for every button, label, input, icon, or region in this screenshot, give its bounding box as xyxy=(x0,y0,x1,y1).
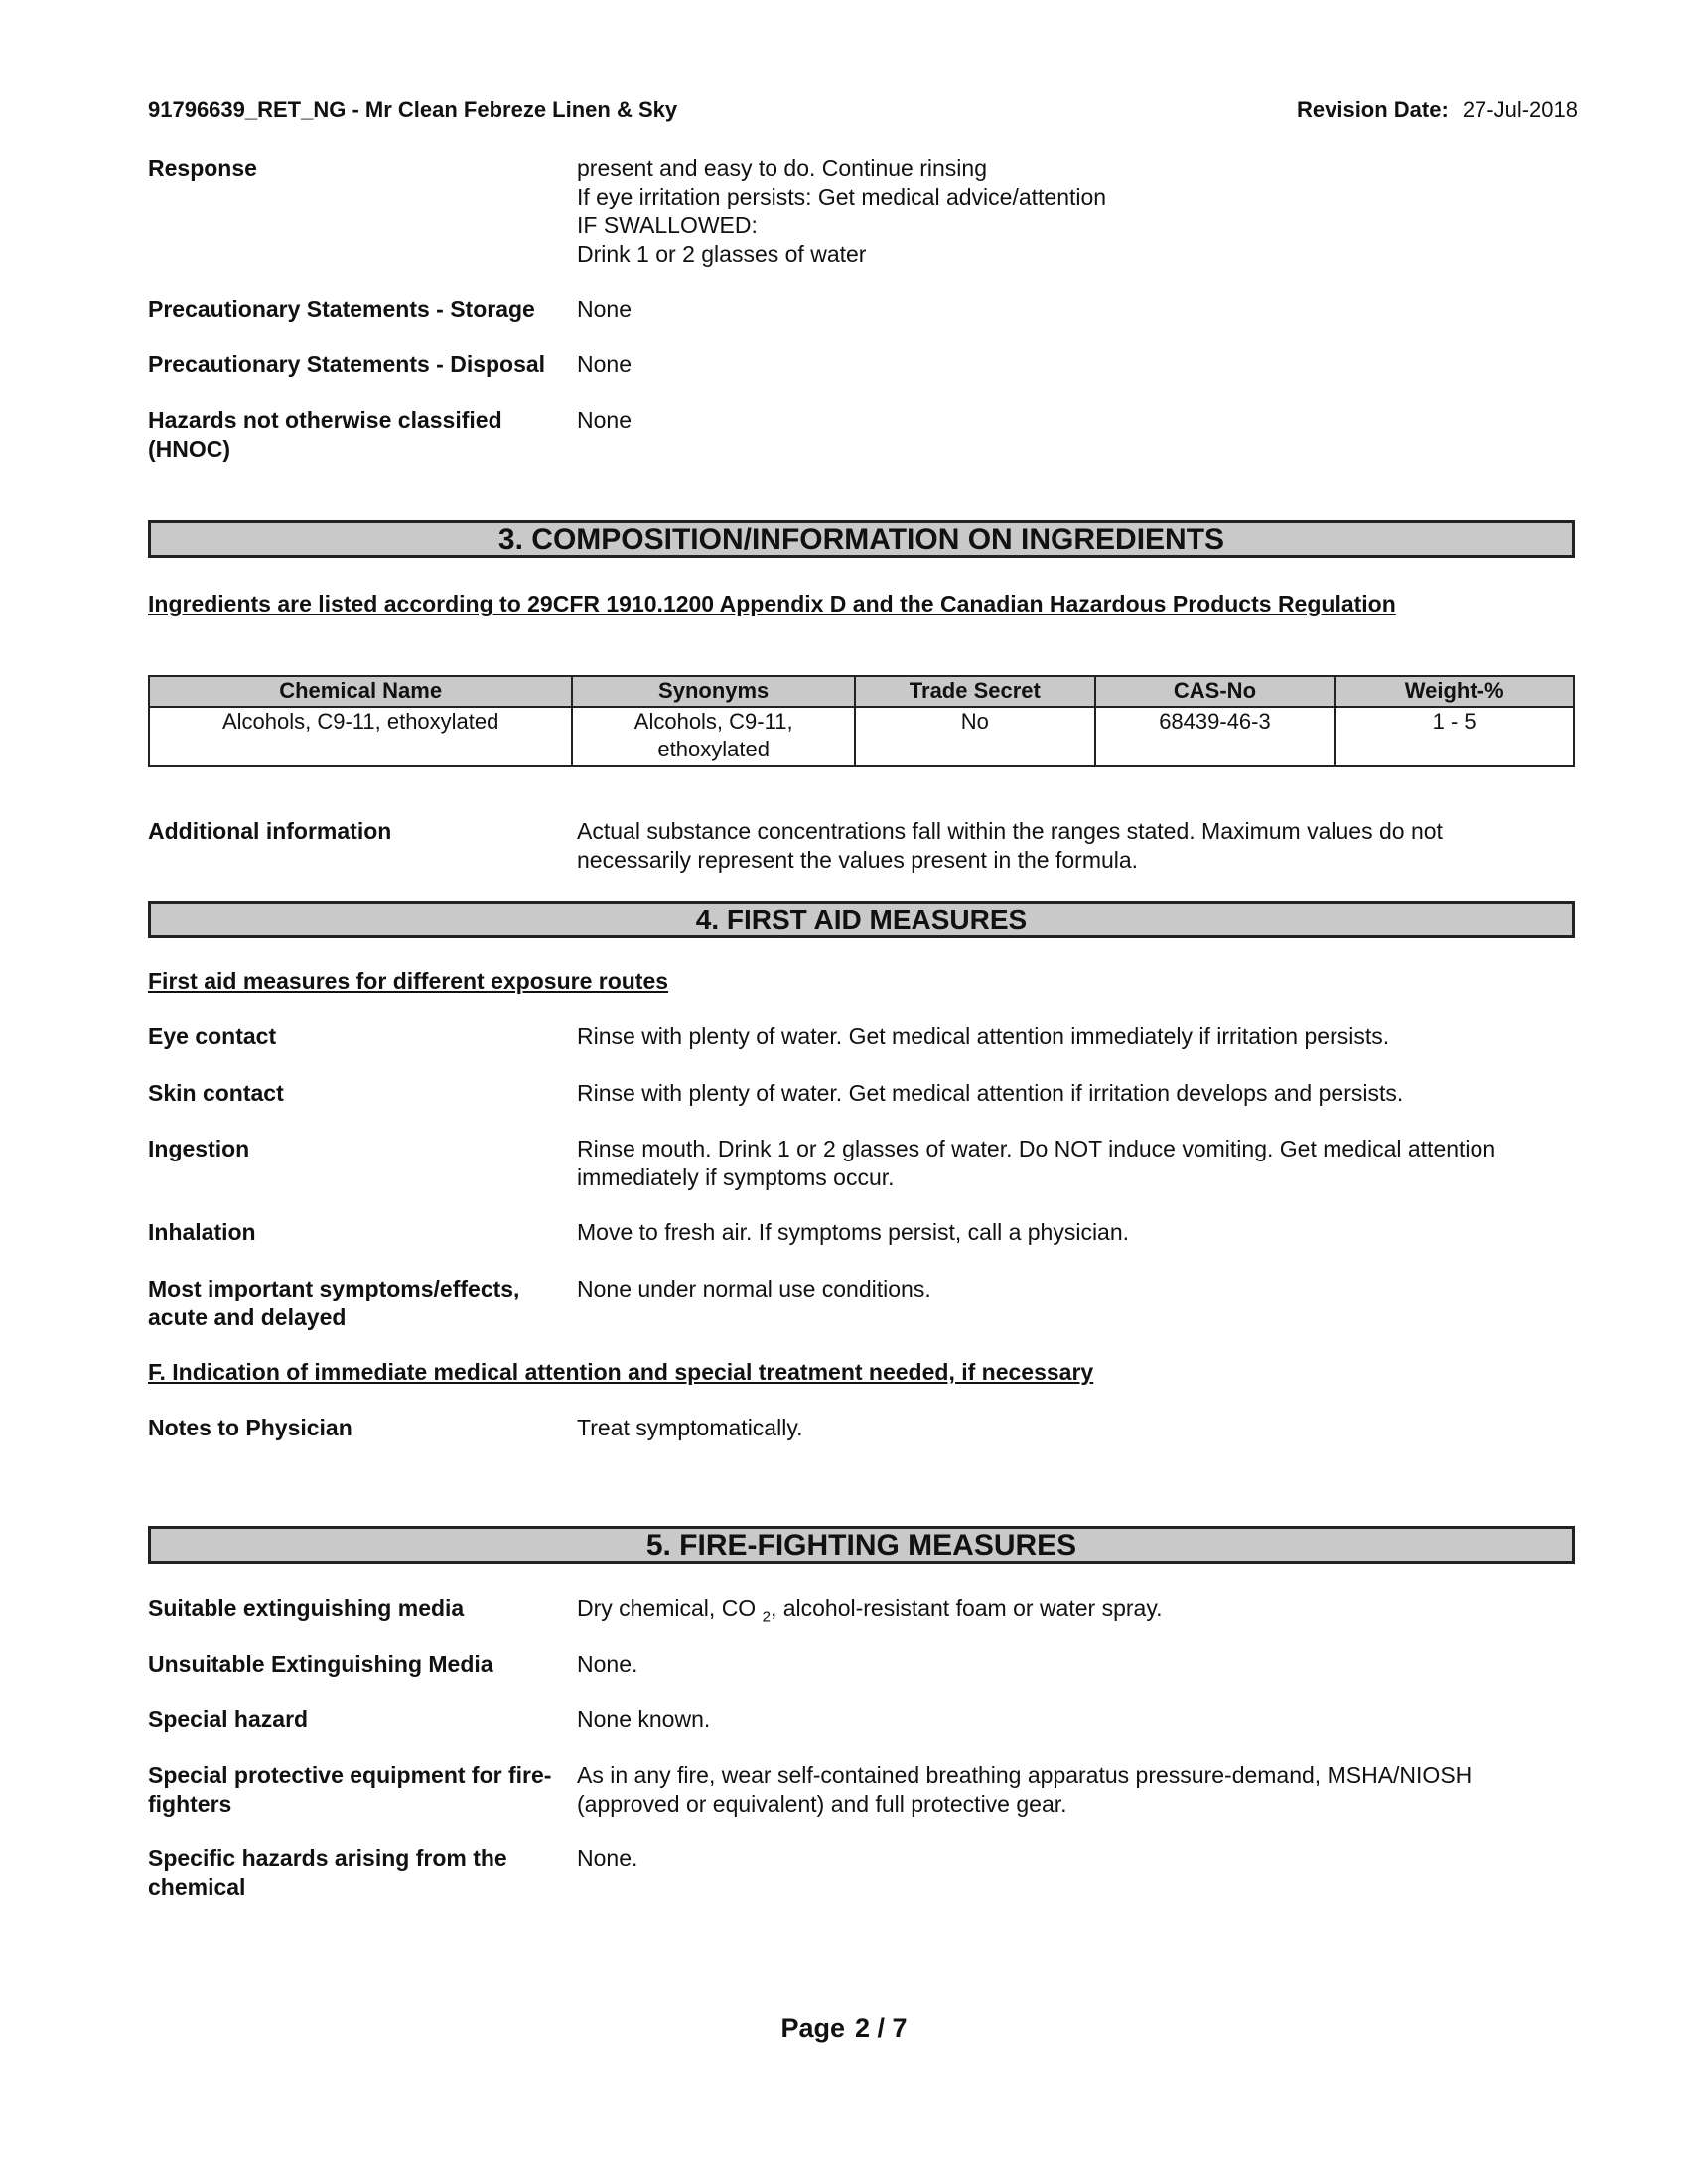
synonyms-cell xyxy=(572,707,855,766)
storage-label: Precautionary Statements - Storage xyxy=(148,296,535,322)
unsuitable-media-label: Unsuitable Extinguishing Media xyxy=(148,1651,493,1677)
symptoms-label-line: Most important symptoms/effects, xyxy=(148,1276,520,1301)
suitable-media-suffix: , alcohol-resistant foam or water spray. xyxy=(770,1595,1163,1621)
section-4-header: 4. FIRST AID MEASURES xyxy=(148,901,1575,938)
protective-equipment-line: (approved or equivalent) and full protective gear. xyxy=(577,1791,1067,1817)
additional-info-line: necessarily represent the values present in the formula. xyxy=(577,847,1139,873)
skin-contact-label: Skin contact xyxy=(148,1080,284,1106)
symptoms-label-line: acute and delayed xyxy=(148,1304,347,1330)
page-footer xyxy=(0,2013,1688,2044)
disposal-label: Precautionary Statements - Disposal xyxy=(148,351,546,377)
additional-info-line: Actual substance concentrations fall within the ranges stated. Maximum values do not xyxy=(577,818,1443,844)
specific-hazards-label-line: Specific hazards arising from the xyxy=(148,1845,507,1871)
suitable-media-value xyxy=(577,1594,1580,1632)
response-line: Drink 1 or 2 glasses of water xyxy=(577,241,867,267)
response-value xyxy=(577,154,1580,269)
special-hazard-value: None known. xyxy=(577,1706,711,1732)
synonyms-line: Alcohols, C9-11, xyxy=(633,709,793,734)
hnoc-label-line: Hazards not otherwise classified xyxy=(148,407,502,433)
document-id: 91796639_RET_NG - Mr Clean Febreze Linen & Sky xyxy=(148,97,678,122)
ingredients-table xyxy=(148,675,1575,767)
disposal-value: None xyxy=(577,351,632,377)
specific-hazards-label-line: chemical xyxy=(148,1874,246,1900)
protective-equipment-line: As in any fire, wear self-contained breathing apparatus pressure-demand, MSHA/NIOSH xyxy=(577,1762,1473,1788)
indication-heading: F. Indication of immediate medical attention and special treatment needed, if necessary xyxy=(148,1359,1094,1385)
table-header-row xyxy=(149,676,1574,707)
ingestion-value xyxy=(577,1135,1580,1192)
specific-hazards-label xyxy=(148,1844,575,1902)
response-line: IF SWALLOWED: xyxy=(577,212,758,238)
additional-info-label: Additional information xyxy=(148,818,392,844)
response-line: If eye irritation persists: Get medical advice/attention xyxy=(577,184,1107,209)
chemical-name-cell: Alcohols, C9-11, ethoxylated xyxy=(149,707,572,766)
symptoms-value: None under normal use conditions. xyxy=(577,1276,931,1301)
column-header: Chemical Name xyxy=(149,676,572,707)
section-5-header: 5. FIRE-FIGHTING MEASURES xyxy=(148,1526,1575,1564)
protective-equipment-value xyxy=(577,1761,1580,1819)
page-number: 2 / 7 xyxy=(855,2013,908,2043)
revision-label: Revision Date: xyxy=(1296,97,1449,122)
hnoc-label xyxy=(148,406,575,464)
ingestion-line: immediately if symptoms occur. xyxy=(577,1164,895,1190)
co2-subscript: 2 xyxy=(762,1608,771,1626)
column-header: Trade Secret xyxy=(855,676,1095,707)
suitable-media-prefix: Dry chemical, CO xyxy=(577,1595,757,1621)
inhalation-label: Inhalation xyxy=(148,1219,256,1245)
storage-value: None xyxy=(577,296,632,322)
exposure-routes-heading: First aid measures for different exposure routes xyxy=(148,968,669,994)
table-row xyxy=(149,707,1574,766)
column-header: CAS-No xyxy=(1095,676,1336,707)
response-label: Response xyxy=(148,155,257,181)
trade-secret-cell: No xyxy=(855,707,1095,766)
synonyms-line: ethoxylated xyxy=(657,737,770,761)
protective-equipment-label-line: Special protective equipment for xyxy=(148,1762,502,1788)
hnoc-label-line: (HNOC) xyxy=(148,436,231,462)
revision-value: 27-Jul-2018 xyxy=(1462,97,1578,122)
suitable-media-label: Suitable extinguishing media xyxy=(148,1595,465,1621)
section-3-header: 3. COMPOSITION/INFORMATION ON INGREDIENTS xyxy=(148,520,1575,558)
notes-to-physician-value: Treat symptomatically. xyxy=(577,1415,803,1440)
skin-contact-value: Rinse with plenty of water. Get medical attention if irritation develops and persists. xyxy=(577,1080,1404,1106)
revision-date xyxy=(1297,97,1578,123)
hnoc-value: None xyxy=(577,407,632,433)
column-header: Weight-% xyxy=(1335,676,1574,707)
eye-contact-label: Eye contact xyxy=(148,1024,277,1049)
special-hazard-label: Special hazard xyxy=(148,1706,309,1732)
regulation-note: Ingredients are listed according to 29CFR 1910.1200 Appendix D and the Canadian Hazardous Products Regulation xyxy=(148,591,1396,616)
column-header: Synonyms xyxy=(572,676,855,707)
inhalation-value: Move to fresh air. If symptoms persist, call a physician. xyxy=(577,1219,1130,1245)
page-header xyxy=(148,97,1578,127)
notes-to-physician-label: Notes to Physician xyxy=(148,1415,352,1440)
weight-cell: 1 - 5 xyxy=(1335,707,1574,766)
specific-hazards-value: None. xyxy=(577,1845,638,1871)
page-label: Page xyxy=(780,2013,845,2043)
additional-info-value xyxy=(577,817,1580,875)
eye-contact-value: Rinse with plenty of water. Get medical attention immediately if irritation persists. xyxy=(577,1024,1390,1049)
protective-equipment-label xyxy=(148,1761,575,1819)
ingestion-label: Ingestion xyxy=(148,1136,250,1161)
ingestion-line: Rinse mouth. Drink 1 or 2 glasses of water. Do NOT induce vomiting. Get medical attention xyxy=(577,1136,1496,1161)
unsuitable-media-value: None. xyxy=(577,1651,638,1677)
symptoms-label xyxy=(148,1275,575,1332)
response-line: present and easy to do. Continue rinsing xyxy=(577,155,987,181)
protective-equipment-label-line: fire-fighters xyxy=(148,1762,552,1817)
cas-no-cell: 68439-46-3 xyxy=(1095,707,1336,766)
